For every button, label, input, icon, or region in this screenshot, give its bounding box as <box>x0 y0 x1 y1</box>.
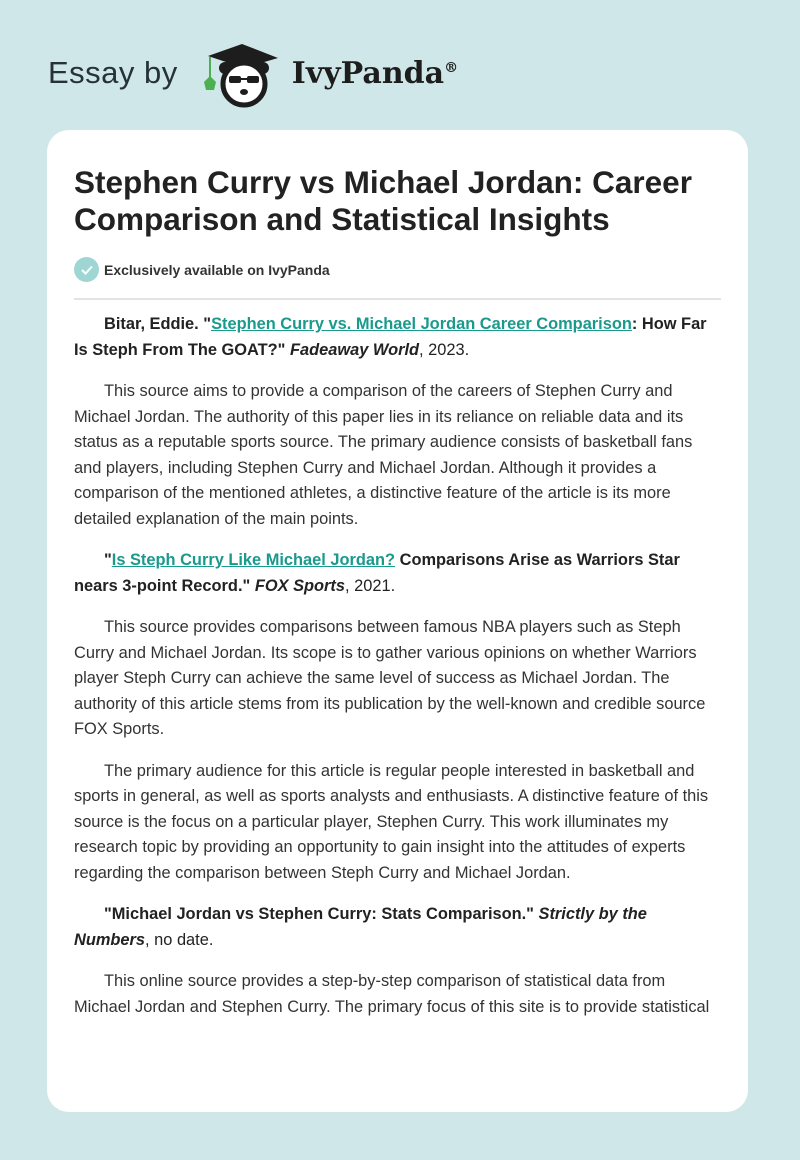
paragraph: The primary audience for this article is regular people interested in basketball and sports in general, as well as sports analysts and enthusiasts. A distinctive feature of this source is the focus on a particular player, Stephen Curry. This work illuminates my research topic by providing an opportunity to gain insight into the attitudes of experts regarding the comparison between Steph Curry and Michael Jordan. <box>74 761 709 882</box>
brand-text: IvyPanda <box>291 55 445 91</box>
paragraph: This source aims to provide a comparison of the careers of Stephen Curry and Michael Jordan. The authority of this paper lies in its reliance on reliable data and its status as a reputable sports source. The primary audience consists of basketball fans and players, including Stephen Curry and Michael Jordan. Although it provides a comparison of the mentioned athletes, a distinctive feature of the article is its more detailed explanation of the main points. <box>74 382 693 528</box>
citation-2 <box>74 548 721 599</box>
check-icon <box>74 257 99 282</box>
citation-text: Comparisons Arise as Warriors Star nears 3-point Record." <box>74 551 680 595</box>
page-title: Stephen Curry vs Michael Jordan: Career Comparison and Statistical Insights <box>74 164 692 237</box>
brand-name[interactable] <box>292 56 458 91</box>
citation-text: : How Far Is Steph From The GOAT?" <box>74 315 707 359</box>
citation-1 <box>74 312 721 363</box>
essay-card <box>47 130 748 1112</box>
citation-text: " <box>104 551 112 569</box>
citation-text: "Michael Jordan vs Stephen Curry: Stats Comparison." <box>104 905 539 923</box>
citation-source: FOX Sports <box>254 576 345 595</box>
paragraph: This online source provides a step-by-step comparison of statistical data from Michael Jordan and Stephen Curry. The primary focus of this site is to provide statistical <box>74 972 710 1016</box>
citation-link-1[interactable]: Stephen Curry vs. Michael Jordan Career Comparison <box>211 315 632 333</box>
exclusive-badge <box>74 257 721 282</box>
citation-link-2[interactable]: Is Steph Curry Like Michael Jordan? <box>111 551 396 569</box>
registered-mark: ® <box>444 59 459 76</box>
divider <box>74 298 721 300</box>
citation-source: Fadeaway World <box>290 340 420 359</box>
panda-logo-icon[interactable] <box>198 38 282 108</box>
citation-year: , 2023. <box>419 340 470 359</box>
citation-source: Strictly by the Numbers <box>74 905 647 949</box>
badge-text: Exclusively available on IvyPanda <box>104 261 330 278</box>
site-header <box>48 38 458 108</box>
citation-year: , no date. <box>145 930 214 949</box>
citation-text: Bitar, Eddie. " <box>104 315 212 333</box>
citation-year: , 2021. <box>345 576 396 595</box>
citation-3 <box>74 902 721 953</box>
essay-by-label: Essay by <box>48 55 178 90</box>
paragraph: This source provides comparisons between famous NBA players such as Steph Curry and Michael Jordan. Its scope is to gather various opinions on whether Warriors player Steph Curry can achieve the same level of success as Michael Jordan. The authority of this article stems from its publication by the well-known and credible source FOX Sports. <box>74 618 706 738</box>
